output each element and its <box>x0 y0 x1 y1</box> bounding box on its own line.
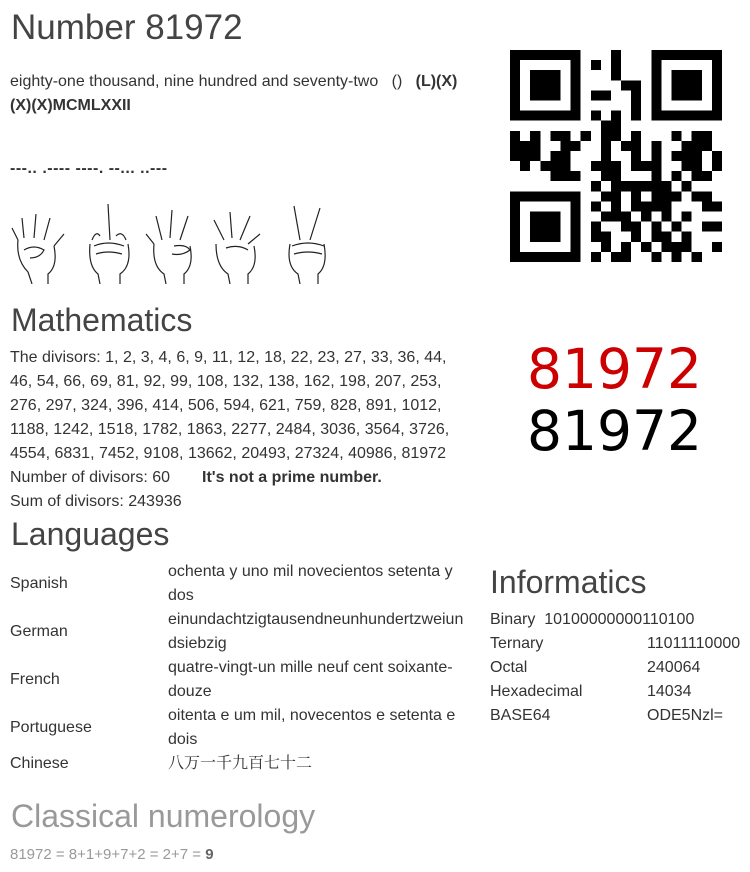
language-value: oitenta e um mil, novecentos e setenta e dois <box>168 707 456 748</box>
informatics-value: 240064 <box>647 659 701 676</box>
informatics-label: Ternary <box>490 635 544 652</box>
number-in-words <box>10 70 480 118</box>
binary-value: 10100000000110100 <box>544 611 695 628</box>
language-row <box>10 560 480 608</box>
hand-sign-icon <box>10 200 68 284</box>
mathematics-heading: Mathematics <box>11 302 193 338</box>
language-value: einundachtzigtausendneunhundertzweiun dsiebzig <box>168 611 464 652</box>
numerology-sum: 81972 = 8+1+9+7+2 = 2+7 = <box>10 846 202 863</box>
hand-sign-icon <box>80 200 138 284</box>
divisors-label: The divisors: <box>10 349 101 366</box>
hand-sign-icon <box>278 200 336 284</box>
language-value: quatre-vingt-un mille neuf cent soixante- douze <box>168 659 453 700</box>
words-paren: () <box>391 73 403 90</box>
divisors-list <box>10 346 470 466</box>
numerology-result: 9 <box>205 846 214 863</box>
prime-status: It's not a prime number. <box>202 469 382 486</box>
divisors-values: 1, 2, 3, 4, 6, 9, 11, 12, 18, 22, 23, 27, 33, 36, 44, 46, 54, 66, 69, 81, 92, 99, 108, 132, 138, 162, 198, 207, 253, 276, 297, 324, 396, 414, 506, 594, 621, 759, 828, 891, 1012, 1188, 1242, 1518, 1782, 1863, 2277, 2484, 3036, 3564, 3726, 4554, 6831, 7452, 9108, 13662, 20493, 27324, 40986, 81972 <box>10 349 450 462</box>
language-name: Chinese <box>10 755 69 772</box>
informatics-value: 14034 <box>647 683 692 700</box>
page-title: Number 81972 <box>11 8 243 47</box>
language-name: German <box>10 623 68 640</box>
number-of-divisors: Number of divisors: 60 <box>10 469 171 486</box>
informatics-heading: Informatics <box>490 564 647 600</box>
roman-numeral-part-1: (L)(X) <box>415 73 458 90</box>
language-value: ochenta y uno mil novecientos setenta y dos <box>168 563 453 604</box>
language-row <box>10 752 480 776</box>
sign-language-hands <box>10 200 330 284</box>
languages-table <box>10 560 480 776</box>
sum-of-divisors: Sum of divisors: 243936 <box>10 493 182 510</box>
language-row <box>10 704 480 752</box>
informatics-label: Octal <box>490 659 528 676</box>
numerology-equation <box>10 843 214 867</box>
number-display-black: 81972 <box>527 399 702 463</box>
language-name: Spanish <box>10 575 68 592</box>
language-value: 八万一千九百七十二 <box>168 755 313 772</box>
languages-heading: Languages <box>11 516 170 552</box>
informatics-label: BASE64 <box>490 707 551 724</box>
hand-sign-icon <box>144 200 202 284</box>
language-name: Portuguese <box>10 719 92 736</box>
informatics-label: Hexadecimal <box>490 683 583 700</box>
language-name: French <box>10 671 60 688</box>
binary-label: Binary <box>490 611 536 628</box>
informatics-value: 11011110000 <box>647 635 741 652</box>
hand-sign-icon <box>208 200 266 284</box>
informatics-value: ODE5Nzl= <box>647 707 724 724</box>
numerology-heading: Classical numerology <box>11 798 316 834</box>
informatics-row-binary <box>490 608 694 632</box>
qr-code-icon <box>510 50 722 262</box>
roman-numeral-part-2: (X)(X)MCMLXXII <box>10 97 131 114</box>
language-row <box>10 656 480 704</box>
morse-code: ---.. .---- ----. --... ..--- <box>10 160 168 177</box>
number-display-red: 81972 <box>527 337 702 401</box>
language-row <box>10 608 480 656</box>
words-text: eighty-one thousand, nine hundred and seventy-two <box>10 73 379 90</box>
